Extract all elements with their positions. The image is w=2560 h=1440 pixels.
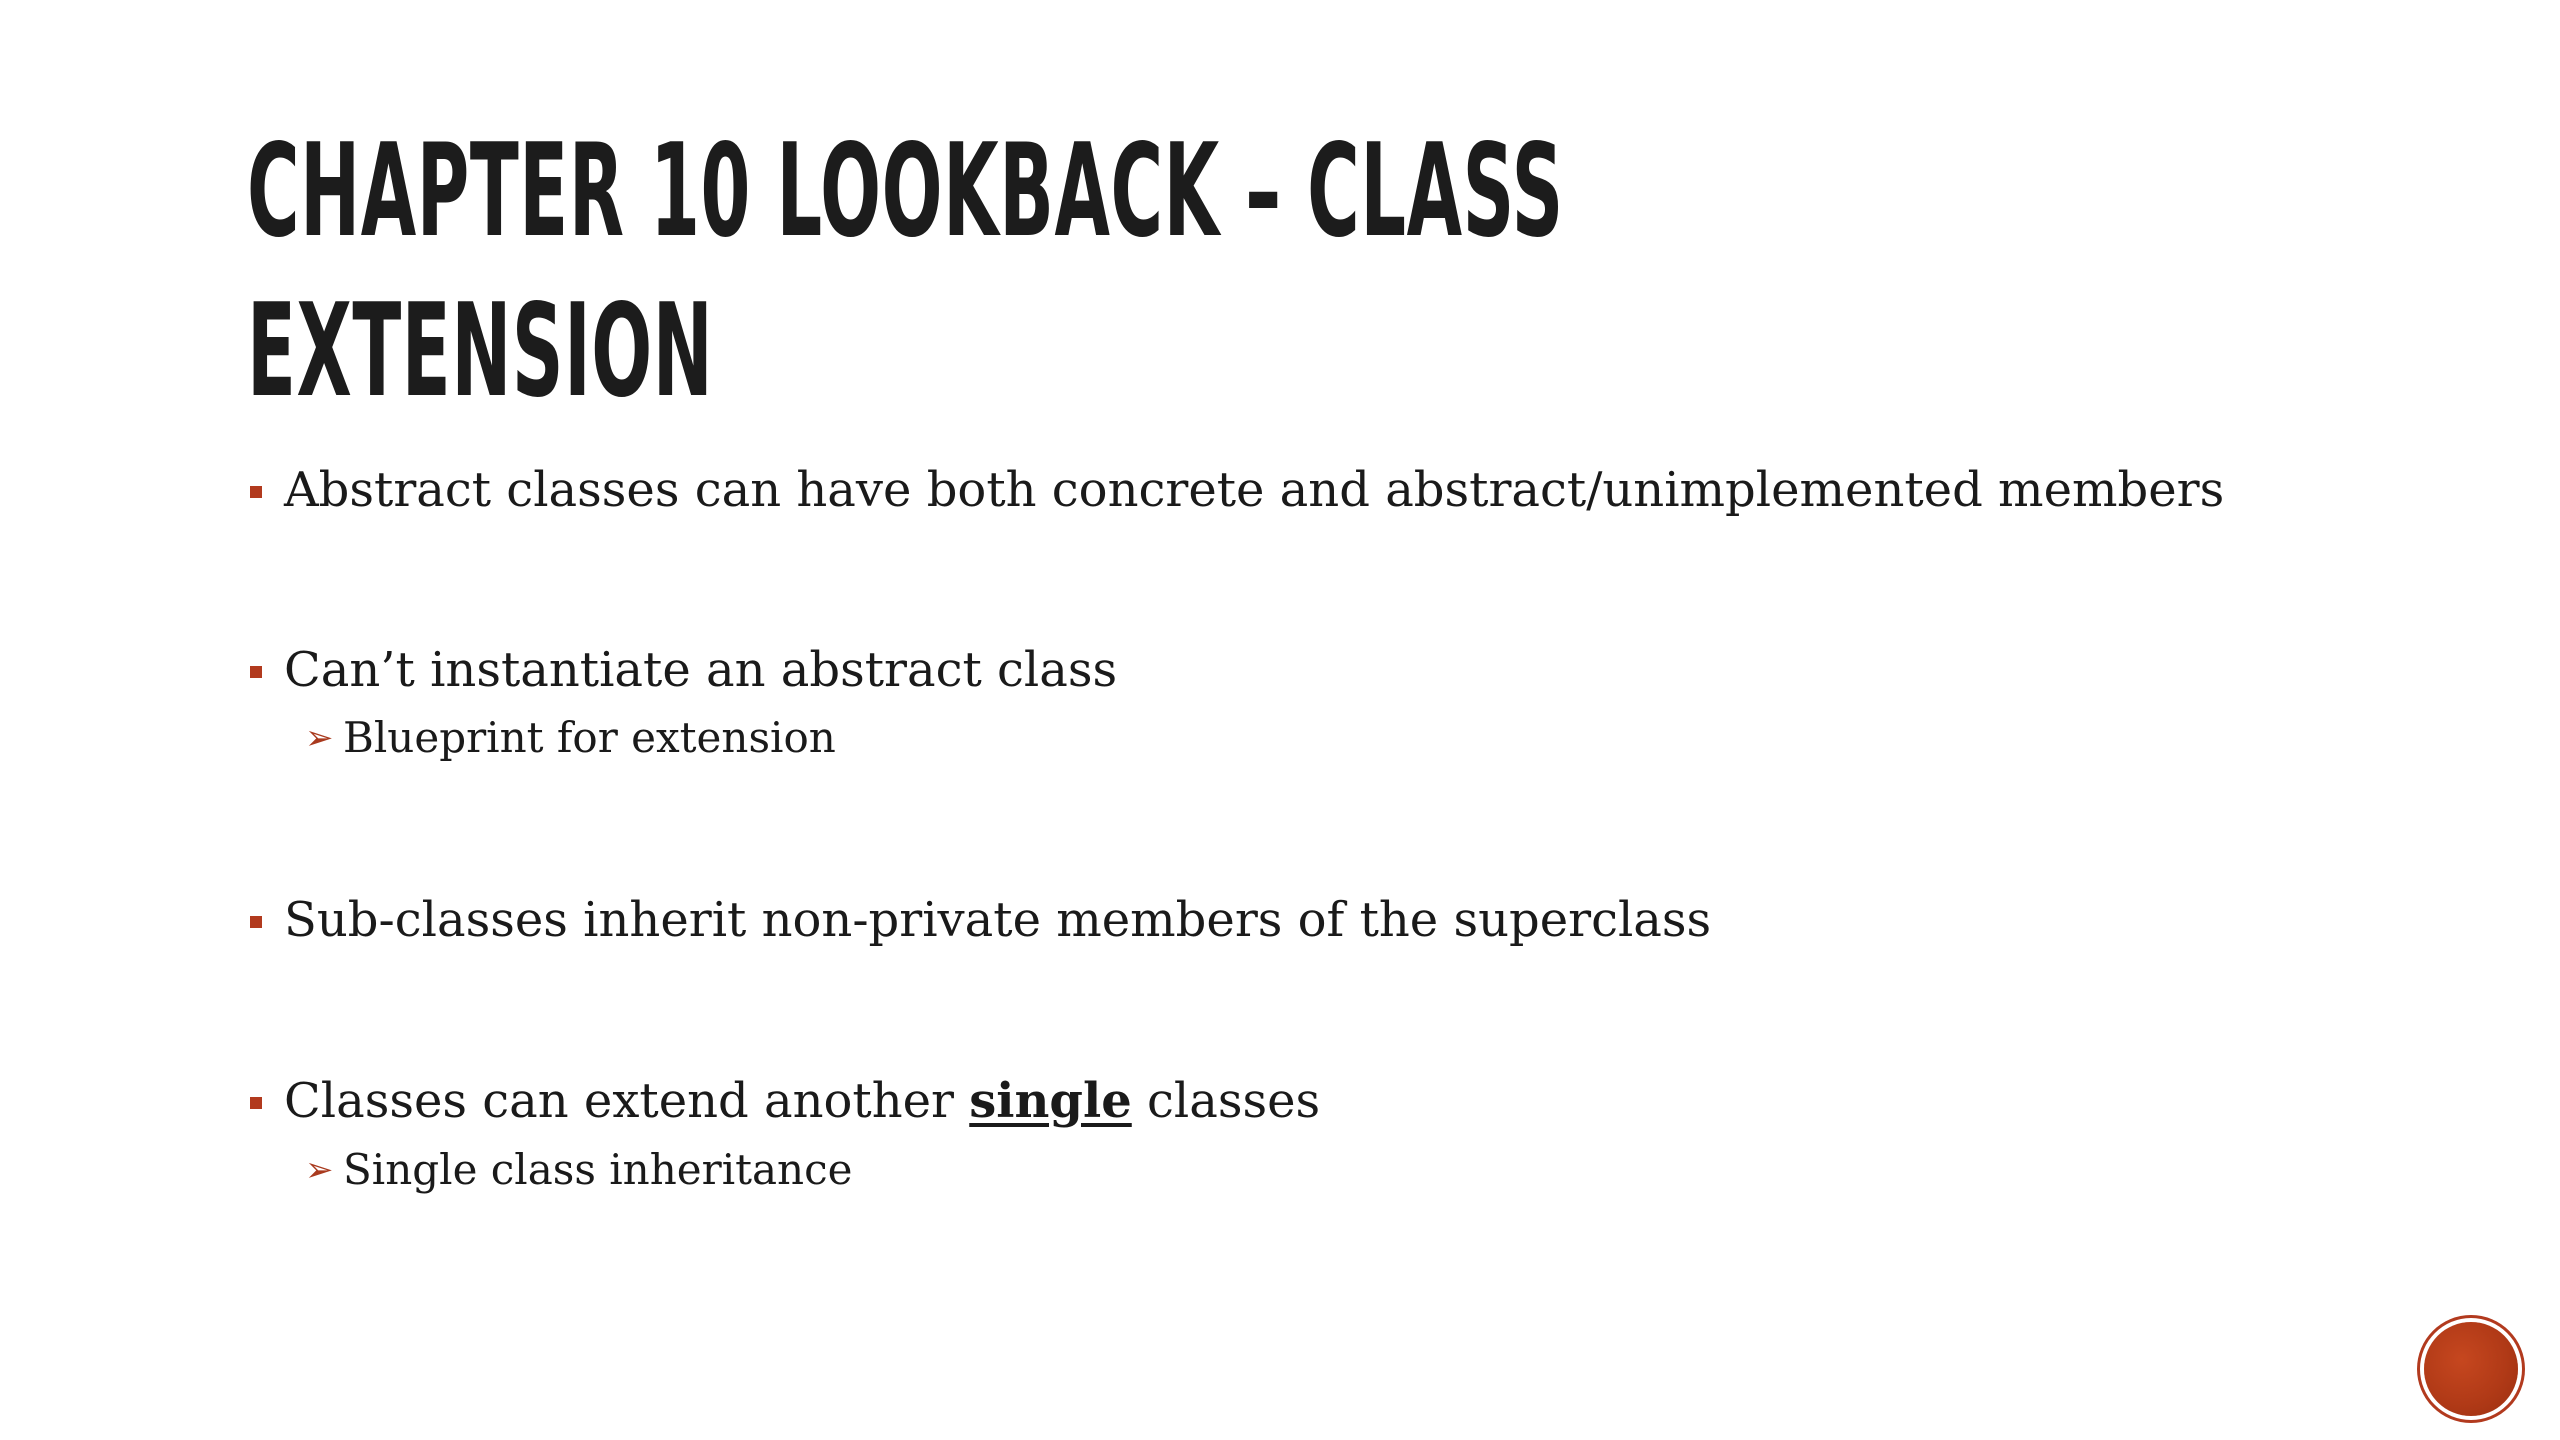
sub-bullet-text-4: Single class inheritance xyxy=(343,1145,853,1194)
slide-number-circle-icon xyxy=(2424,1322,2518,1416)
square-bullet-icon xyxy=(250,666,262,678)
bullet-text-4-after: classes xyxy=(1131,1073,1321,1129)
square-bullet-icon xyxy=(250,916,262,928)
slide-title-line-2: EXTENSION xyxy=(247,277,714,426)
bullet-text-4 xyxy=(284,1071,1320,1131)
bullet-text-3: Sub-classes inherit non-private members of the superclass xyxy=(284,892,1712,948)
bullet-text-2: Can’t instantiate an abstract class xyxy=(284,642,1118,698)
square-bullet-icon xyxy=(250,486,262,498)
slide-title-line-1: CHAPTER 10 LOOKBACK – CLASS xyxy=(247,117,1564,266)
slide-title xyxy=(247,112,1564,432)
arrow-bullet-icon: ➢ xyxy=(305,1150,334,1190)
sub-bullet-text-2: Blueprint for extension xyxy=(343,713,836,762)
square-bullet-icon xyxy=(250,1097,262,1109)
bullet-text-1: Abstract classes can have both concrete and abstract/unimplemented members xyxy=(284,462,2225,518)
bullet-text-4-before: Classes can extend another xyxy=(284,1073,970,1129)
arrow-bullet-icon: ➢ xyxy=(305,718,334,758)
bullet-text-4-emphasis: single xyxy=(969,1073,1132,1129)
